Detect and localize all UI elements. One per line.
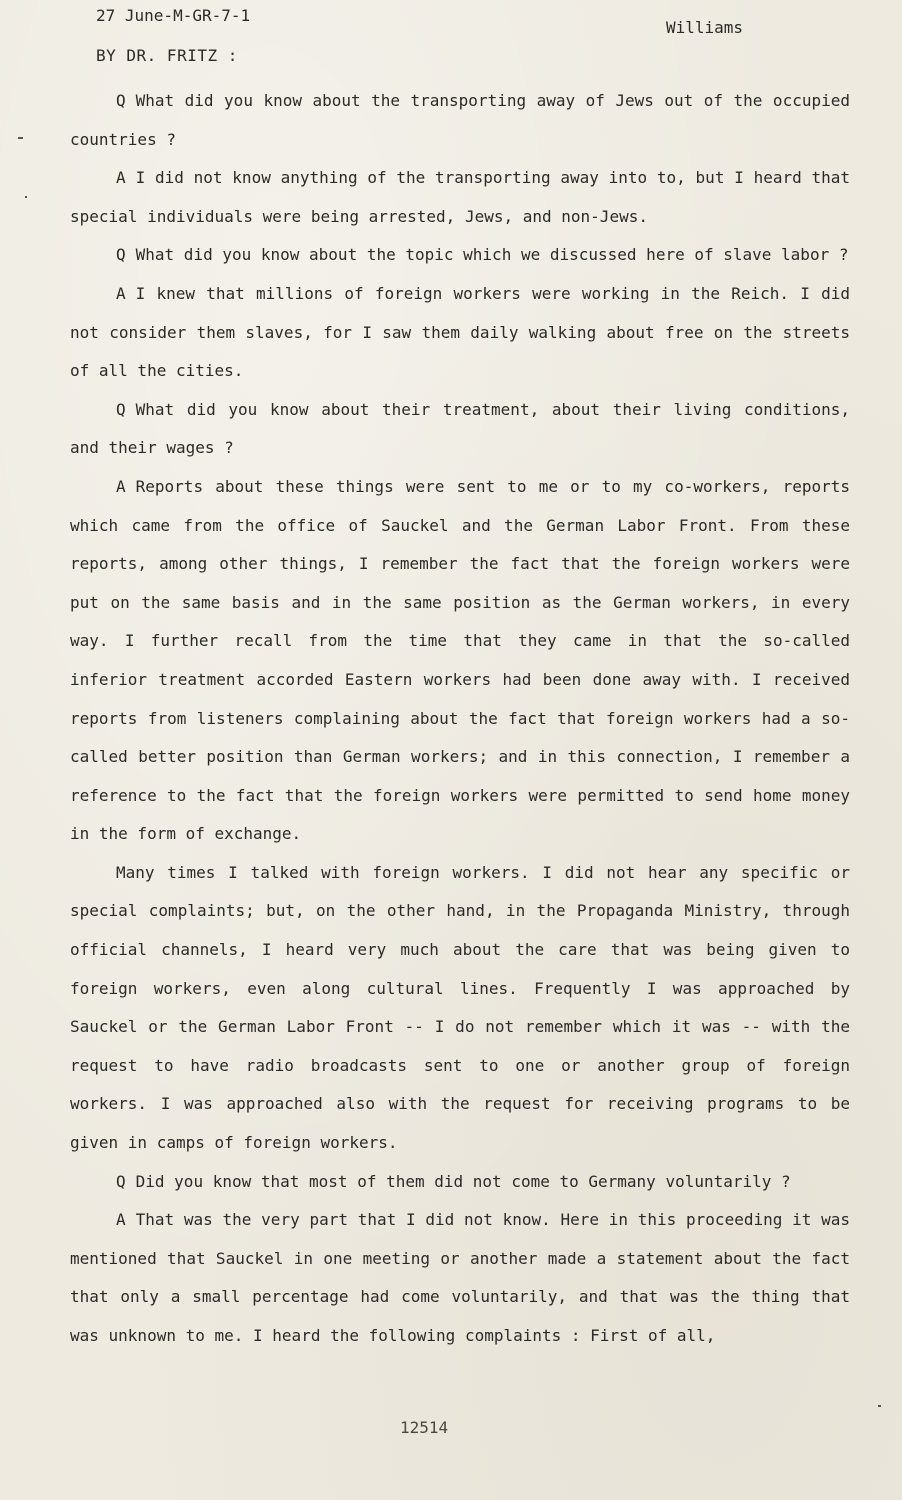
paragraph-text: I knew that millions of foreign workers were working in the Reich. I did not consider them slaves, for I saw them daily walking about free on the streets of all the cities. [70, 283, 850, 381]
margin-mark [878, 1405, 881, 1407]
paragraph-text: What did you know about the transporting away of Jews out of the occupied countries ? [70, 91, 850, 149]
paragraph-text: Reports about these things were sent to me or to my co-workers, reports which came from the office of Sauckel and the German Labor Front. From these reports, among other things, I remember the fact that the foreign workers were put on the same basis and in the same position as the German workers, in every way. I further recall from the time that they came in that the so-called inferior treatment accorded Eastern workers had been done away with. I received reports from listeners complaining about the fact that foreign workers had a so-called better position than German workers; and in this connection, I remember a reference to the fact that the foreign workers were permitted to send home money in the form of exchange. [70, 476, 850, 844]
speaker-label: A [116, 283, 126, 303]
speaker-label: A [116, 168, 126, 188]
paragraph-text: Did you know that most of them did not come to Germany voluntarily ? [135, 1171, 791, 1191]
page-number: 12514 [400, 1418, 449, 1437]
witness-name: Williams [666, 18, 744, 37]
question-paragraph [70, 82, 850, 159]
answer-paragraph [70, 468, 850, 854]
speaker-label: Q [116, 91, 126, 110]
paragraph-text: Many times I talked with foreign workers. I did not hear any specific or special complaints; but, on the other hand, in the Propaganda Ministry, through official channels, I heard very much about the care that was being given to foreign workers, even along cultural lines. Frequently I was approached by Sauckel or the German Labor Front -- I do not remember which it was -- with the request to have radio broadcasts sent to one or another group of foreign workers. I was approached also with the request for receiving programs to be given in camps of foreign workers. [70, 862, 850, 1153]
speaker-label: A [116, 476, 126, 496]
question-paragraph [70, 391, 850, 468]
speaker-label: Q [116, 399, 126, 419]
answer-paragraph [70, 275, 850, 391]
speaker-label: Q [116, 1171, 126, 1191]
margin-mark [25, 196, 27, 198]
continuation-paragraph [70, 854, 850, 1163]
speaker-label: A [116, 1210, 126, 1230]
transcript-body [70, 82, 850, 1356]
answer-paragraph [70, 1201, 850, 1355]
question-paragraph [70, 1163, 850, 1202]
margin-mark [18, 137, 23, 139]
paragraph-text: That was the very part that I did not know. Here in this proceeding it was mentioned that Sauckel in one meeting or another made a statement about the fact that only a small percentage had come voluntarily, and that was the thing that was unknown to me. I heard the following complaints : First of all, [70, 1210, 850, 1345]
paragraph-text: What did you know about the topic which we discussed here of slave labor ? [135, 245, 849, 265]
document-reference: 27 June-M-GR-7-1 [96, 6, 251, 25]
paragraph-text: What did you know about their treatment, about their living conditions, and their wages ? [70, 399, 850, 458]
question-paragraph [70, 236, 850, 275]
examiner-line: BY DR. FRITZ : [96, 46, 238, 65]
paragraph-text: I did not know anything of the transporting away into to, but I heard that special individuals were being arrested, Jews, and non-Jews. [70, 168, 850, 226]
answer-paragraph [70, 159, 850, 236]
speaker-label: Q [116, 245, 126, 265]
